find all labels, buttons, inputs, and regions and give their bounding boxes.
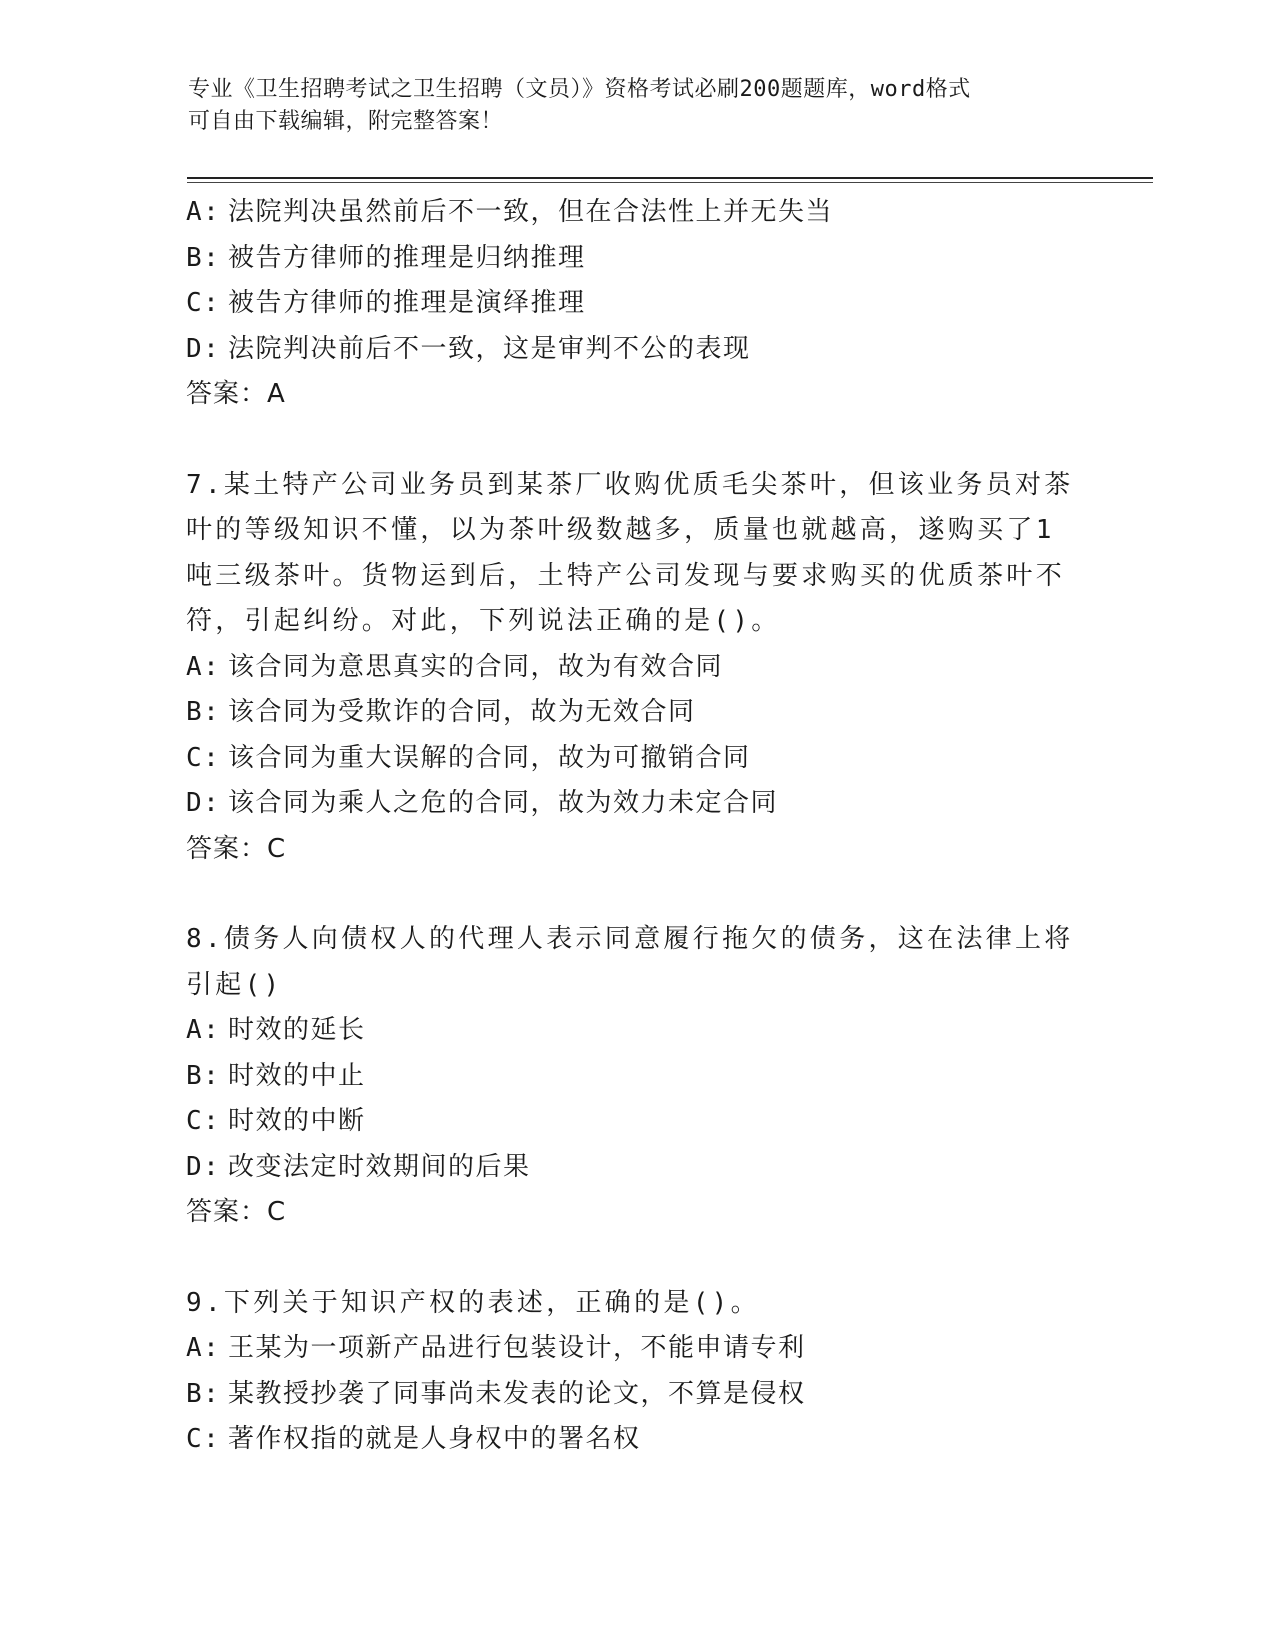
option-a: A: 法院判决虽然前后不一致，但在合法性上并无失当 bbox=[186, 197, 834, 227]
option-b: B: 某教授抄袭了同事尚未发表的论文，不算是侵权 bbox=[186, 1378, 806, 1409]
question-prev bbox=[186, 190, 1066, 418]
answer-line: 答案：C bbox=[186, 1197, 287, 1227]
option-a: A: 该合同为意思真实的合同，故为有效合同 bbox=[186, 651, 724, 682]
question-stem-line: 符，引起纠纷。对此，下列说法正确的是()。 bbox=[186, 606, 781, 636]
question-stem-line: 吨三级茶叶。货物运到后，土特产公司发现与要求购买的优质茶叶不 bbox=[186, 560, 1066, 591]
option-d: D: 改变法定时效期间的后果 bbox=[186, 1151, 531, 1182]
answer-line: 答案：A bbox=[186, 379, 286, 409]
option-d: D: 法院判决前后不一致，这是审判不公的表现 bbox=[186, 333, 751, 364]
option-b: B: 时效的中止 bbox=[186, 1060, 366, 1091]
header-title-line-2: 可自由下载编辑，附完整答案！ bbox=[188, 109, 504, 134]
answer-line: 答案：C bbox=[186, 833, 287, 864]
option-c: C: 著作权指的就是人身权中的署名权 bbox=[186, 1424, 641, 1454]
document-header bbox=[188, 74, 1068, 138]
question-9 bbox=[186, 1281, 1066, 1463]
question-stem-line: 7.某土特产公司业务员到某茶厂收购优质毛尖茶叶，但该业务员对茶 bbox=[186, 469, 1074, 500]
header-title-line-1: 专业《卫生招聘考试之卫生招聘（文员）》资格考试必刷200题题库，word格式 bbox=[188, 77, 971, 102]
question-stem-line: 引起() bbox=[186, 969, 283, 1000]
option-a: A: 王某为一项新产品进行包装设计，不能申请专利 bbox=[186, 1333, 806, 1363]
option-b: B: 该合同为受欺诈的合同，故为无效合同 bbox=[186, 697, 696, 727]
option-d: D: 该合同为乘人之危的合同，故为效力未定合同 bbox=[186, 788, 779, 818]
option-c: C: 该合同为重大误解的合同，故为可撤销合同 bbox=[186, 742, 751, 773]
question-8 bbox=[186, 917, 1074, 1236]
header-divider-thick bbox=[187, 177, 1153, 179]
option-c: C: 被告方律师的推理是演绎推理 bbox=[186, 288, 586, 318]
option-a: A: 时效的延长 bbox=[186, 1015, 366, 1045]
header-divider-thin bbox=[187, 182, 1153, 183]
question-list bbox=[186, 190, 1074, 1463]
option-c: C: 时效的中断 bbox=[186, 1106, 366, 1136]
question-stem-line: 9.下列关于知识产权的表述，正确的是()。 bbox=[186, 1287, 760, 1318]
option-b: B: 被告方律师的推理是归纳推理 bbox=[186, 242, 586, 273]
question-stem-line: 叶的等级知识不懂，以为茶叶级数越多，质量也就越高，遂购买了1 bbox=[186, 515, 1055, 545]
question-stem-line: 8.债务人向债权人的代理人表示同意履行拖欠的债务，这在法律上将 bbox=[186, 924, 1074, 954]
question-7 bbox=[186, 463, 1074, 873]
